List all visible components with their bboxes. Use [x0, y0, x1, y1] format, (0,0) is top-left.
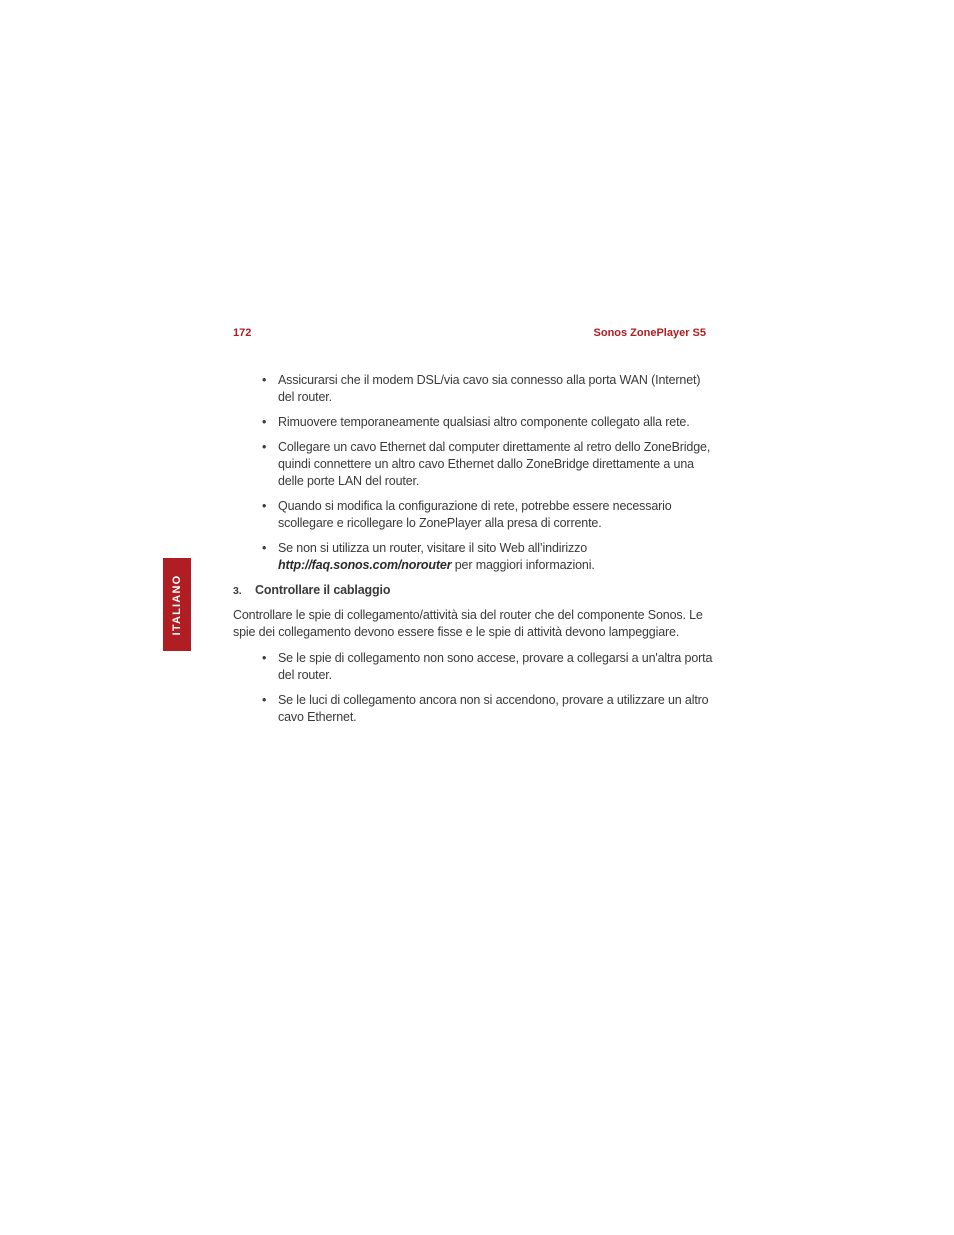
list-item-text: Rimuovere temporaneamente qualsiasi altro componente collegato alla rete.: [278, 414, 690, 429]
bullet-list-bottom: [233, 650, 713, 726]
language-tab: [163, 558, 191, 651]
bullet-icon: •: [262, 373, 267, 387]
list-item-text: Se le spie di collegamento non sono accese, provare a collegarsi a un'altra porta del router.: [278, 650, 713, 682]
list-item-text: Collegare un cavo Ethernet dal computer direttamente al retro dello ZoneBridge, quindi connettere un altro cavo Ethernet dallo ZoneBridge direttamente a una delle porte LAN del router.: [278, 439, 711, 489]
list-item-text: Se le luci di collegamento ancora non si accendono, provare a utilizzare un altro cavo Ethernet.: [278, 692, 709, 724]
list-item-text: Assicurarsi che il modem DSL/via cavo sia connesso alla porta WAN (Internet) del router.: [278, 373, 701, 405]
bullet-icon: •: [262, 650, 267, 665]
faq-link[interactable]: http://faq.sonos.com/norouter: [278, 557, 452, 572]
list-item: [262, 650, 713, 684]
step-title: Controllare il cablaggio: [255, 583, 391, 598]
list-item: [262, 692, 713, 726]
body-paragraph: Controllare le spie di collegamento/attività sia del router che del componente Sonos. Le spie dei collegamento devono essere fisse e le spie di attività devono lampeggiare.: [233, 608, 703, 640]
page-body: [233, 372, 713, 733]
list-item-text: per maggiori informazioni.: [454, 557, 595, 572]
list-item-text: Quando si modifica la configurazione di rete, potrebbe essere necessario scollegare e ricollegare lo ZonePlayer alla presa di corrente.: [278, 498, 672, 530]
list-item: [262, 372, 713, 406]
list-item-text: Se non si utilizza un router, visitare il sito Web all’indirizzo: [278, 540, 588, 555]
bullet-icon: •: [262, 692, 267, 707]
list-item: [262, 498, 713, 532]
bullet-icon: •: [262, 498, 267, 513]
page-number: 172: [233, 327, 252, 339]
bullet-list-top: [233, 372, 713, 574]
list-item: [262, 540, 713, 574]
language-tab-label: ITALIANO: [171, 574, 183, 635]
step-number: 3.: [233, 585, 242, 598]
list-item: [262, 414, 713, 431]
running-header-title: Sonos ZonePlayer S5: [593, 327, 706, 339]
list-item: [262, 439, 713, 491]
bullet-icon: •: [262, 540, 267, 555]
step-heading: [233, 582, 713, 600]
bullet-icon: •: [262, 439, 267, 454]
bullet-icon: •: [262, 414, 267, 429]
